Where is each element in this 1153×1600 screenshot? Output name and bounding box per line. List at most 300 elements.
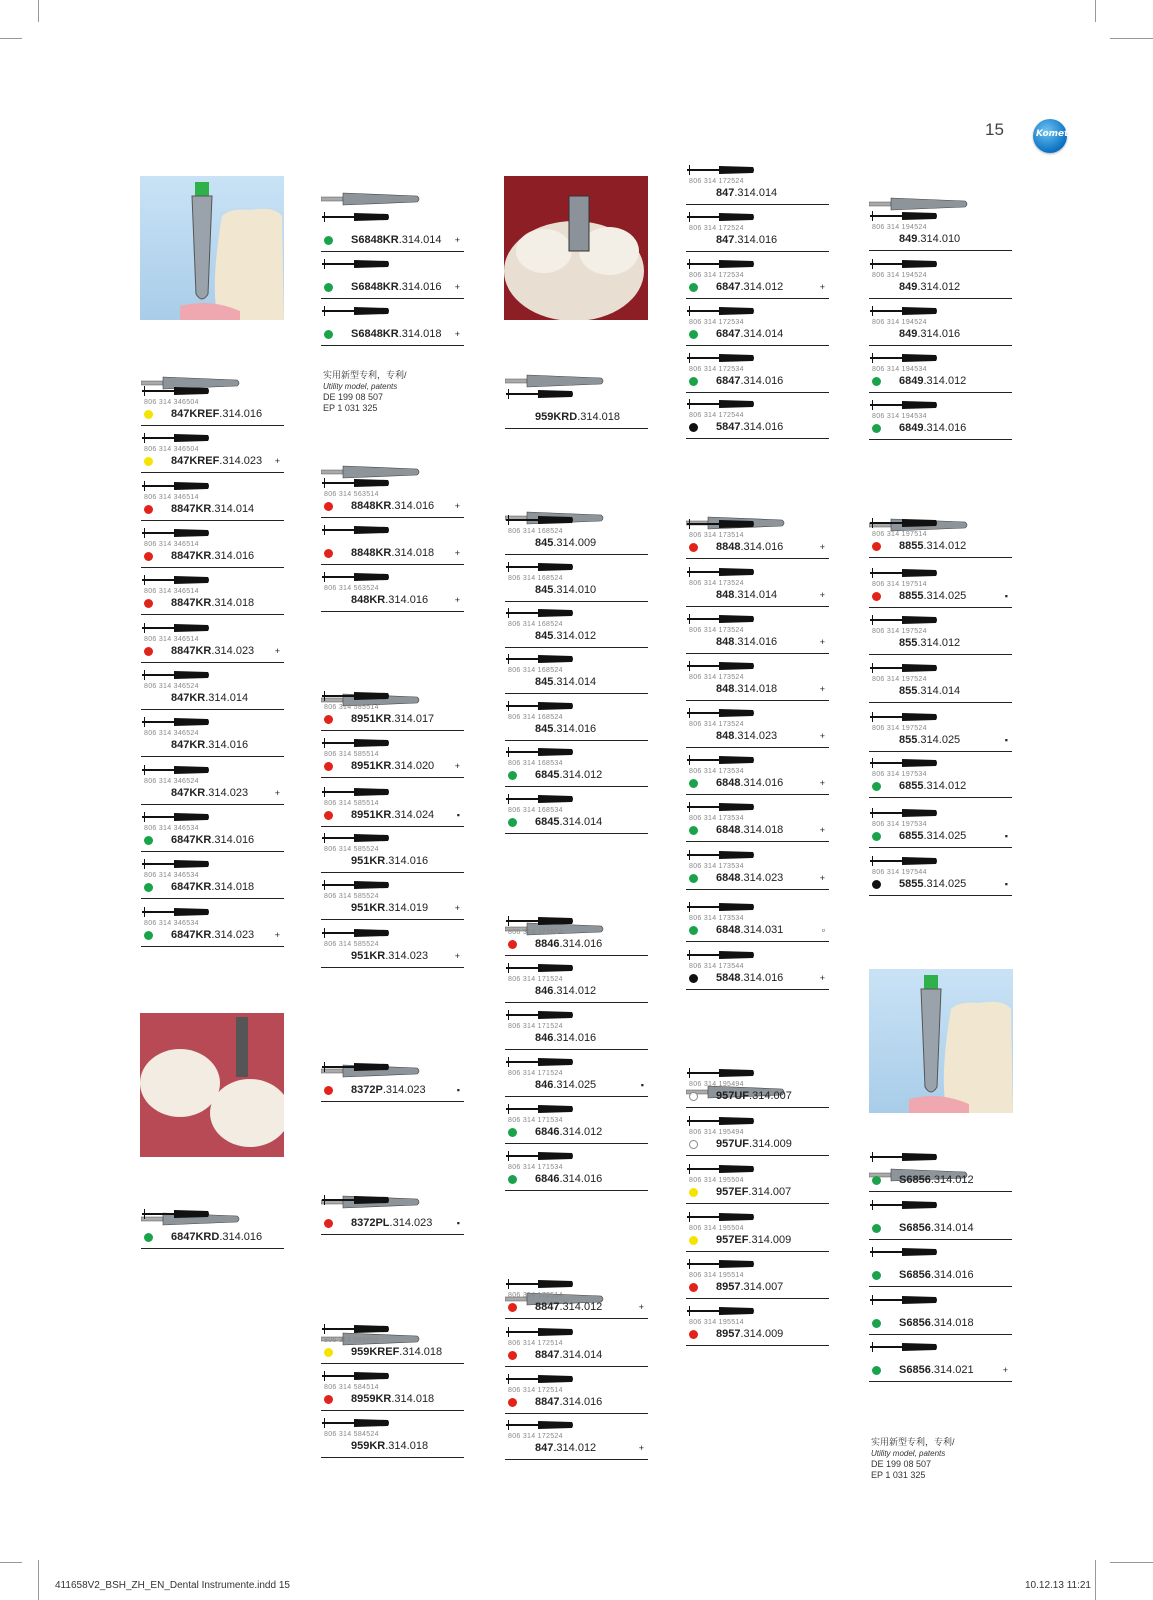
- article-number: 6847KR.314.018: [171, 881, 255, 893]
- article-number: 6849.314.012: [899, 375, 967, 387]
- grit-dot: [144, 599, 153, 608]
- bur-icon: [142, 1207, 210, 1219]
- article-number: 847.314.012: [535, 1442, 597, 1454]
- product-entry: [869, 351, 1012, 397]
- product-entry: [505, 1418, 648, 1464]
- patent-note: 实用新型专利，专利/ Utility model, patents DE 199 08 507 EP 1 031 325: [323, 370, 407, 413]
- divider: [686, 558, 829, 559]
- order-code: 806 314 172534: [689, 319, 744, 326]
- order-code: 806 314 172524: [689, 178, 744, 185]
- page-number: 15: [985, 120, 1004, 139]
- bur-icon: [870, 710, 938, 722]
- divider: [686, 747, 829, 748]
- product-entry: [869, 661, 1012, 707]
- product-entry: [141, 905, 284, 951]
- divider: [505, 1143, 648, 1144]
- article-number: 847.314.014: [716, 187, 778, 199]
- bur-icon: [870, 1245, 938, 1257]
- order-code: 806 314 171524: [508, 1023, 563, 1030]
- article-number: 959KR.314.018: [351, 1440, 429, 1452]
- bur-icon: [506, 1372, 574, 1384]
- product-entry: [686, 163, 829, 209]
- article-number: 6847KRD.314.016: [171, 1231, 263, 1243]
- product-entry: [141, 810, 284, 856]
- order-code: 806 314 168534: [508, 760, 563, 767]
- divider: [869, 654, 1012, 655]
- divider: [686, 1107, 829, 1108]
- divider: [869, 1334, 1012, 1335]
- article-number: S6856.314.016: [899, 1269, 974, 1281]
- bur-icon: [687, 706, 755, 718]
- product-entry: [869, 566, 1012, 612]
- order-code: 806 314 346524: [144, 683, 199, 690]
- order-code: 806 314 173514: [689, 532, 744, 539]
- availability-mark: ▪: [456, 1218, 460, 1228]
- order-code: 806 314 346514: [144, 541, 199, 548]
- divider: [321, 517, 464, 518]
- article-number: 849.314.010: [899, 233, 961, 245]
- order-code: 806 314 173534: [689, 915, 744, 922]
- order-code: 806 314 346524: [144, 778, 199, 785]
- grit-dot: [872, 1224, 881, 1233]
- article-number: S6848KR.314.014: [351, 234, 442, 246]
- bur-icon: [687, 848, 755, 860]
- product-entry: [141, 1207, 284, 1253]
- grit-dot: [872, 1176, 881, 1185]
- bur-icon: [322, 831, 390, 843]
- bur-icon: [506, 513, 574, 525]
- bur-icon: [322, 1416, 390, 1428]
- divider: [869, 1286, 1012, 1287]
- grit-dot: [689, 543, 698, 552]
- order-code: 806 314 172514: [508, 1340, 563, 1347]
- article-number: 845.314.010: [535, 584, 597, 596]
- product-entry: [686, 397, 829, 443]
- divider: [686, 204, 829, 205]
- article-number: S6856.314.021: [899, 1364, 974, 1376]
- grit-dot: [324, 1348, 333, 1357]
- article-number: 6848.314.031: [716, 924, 784, 936]
- availability-mark: +: [454, 548, 460, 558]
- divider: [141, 662, 284, 663]
- order-code: 806 314 173524: [689, 627, 744, 634]
- product-entry: [686, 848, 829, 894]
- product-entry: [686, 1066, 829, 1112]
- article-number: 959KREF.314.018: [351, 1346, 443, 1358]
- divider: [505, 554, 648, 555]
- product-entry: [505, 792, 648, 838]
- bur-icon: [870, 1198, 938, 1210]
- article-number: 6848.314.023: [716, 872, 784, 884]
- grit-dot: [508, 1175, 517, 1184]
- divider: [869, 1239, 1012, 1240]
- grit-dot: [508, 1398, 517, 1407]
- availability-mark: +: [819, 825, 825, 835]
- divider: [321, 777, 464, 778]
- bur-icon: [870, 613, 938, 625]
- product-entry: [869, 1198, 1012, 1244]
- divider: [686, 941, 829, 942]
- grit-dot: [689, 874, 698, 883]
- article-number: 5848.314.016: [716, 972, 784, 984]
- product-entry: [686, 565, 829, 611]
- order-code: 806 314 195514: [689, 1319, 744, 1326]
- order-code: 806 314 194524: [872, 224, 927, 231]
- bur-icon: [506, 652, 574, 664]
- order-code: 806 314 168524: [508, 575, 563, 582]
- divider: [321, 345, 464, 346]
- divider: [686, 606, 829, 607]
- divider: [505, 1096, 648, 1097]
- product-entry: [686, 800, 829, 846]
- order-code: 806 314 195514: [689, 1272, 744, 1279]
- availability-mark: +: [819, 590, 825, 600]
- bur-icon: [687, 1304, 755, 1316]
- grit-dot: [144, 647, 153, 656]
- article-number: 8847KR.314.018: [171, 597, 255, 609]
- availability-mark: ▪: [1004, 879, 1008, 889]
- order-code: 806 314 346524: [144, 730, 199, 737]
- product-entry: [505, 745, 648, 791]
- bur-icon: [322, 570, 390, 582]
- divider: [869, 1381, 1012, 1382]
- order-code: 806 314 346534: [144, 872, 199, 879]
- grit-dot: [872, 1271, 881, 1280]
- product-entry: [869, 613, 1012, 659]
- order-code: 806 314 346504: [144, 399, 199, 406]
- product-entry: [505, 914, 648, 960]
- availability-mark: +: [819, 542, 825, 552]
- grit-dot: [324, 715, 333, 724]
- divider: [686, 1345, 829, 1346]
- product-entry: [869, 257, 1012, 303]
- availability-mark: ▪: [640, 1080, 644, 1090]
- grit-dot: [324, 283, 333, 292]
- order-code: 806 314 197514: [872, 581, 927, 588]
- divider: [141, 709, 284, 710]
- bur-icon: [870, 1150, 938, 1162]
- order-code: 806 314 171524: [508, 1070, 563, 1077]
- divider: [869, 439, 1012, 440]
- bur-icon: [506, 792, 574, 804]
- divider: [321, 298, 464, 299]
- article-number: 847.314.016: [716, 234, 778, 246]
- product-entry: [141, 573, 284, 619]
- order-code: 806 314 563524: [324, 585, 379, 592]
- divider: [505, 740, 648, 741]
- product-entry: [869, 1245, 1012, 1291]
- divider: [141, 425, 284, 426]
- order-code: 806 314 173524: [689, 674, 744, 681]
- article-number: 6855.314.012: [899, 780, 967, 792]
- order-code: 806 314 197514: [872, 531, 927, 538]
- article-number: 8847.314.016: [535, 1396, 603, 1408]
- grit-dot: [324, 549, 333, 558]
- bur-icon: [687, 1257, 755, 1269]
- article-number: 855.314.014: [899, 685, 961, 697]
- product-entry: [321, 831, 464, 877]
- bur-icon: [506, 1102, 574, 1114]
- bur-icon: [870, 661, 938, 673]
- order-code: 806 314 168524: [508, 667, 563, 674]
- bur-icon: [687, 163, 755, 175]
- article-number: 8959KR.314.018: [351, 1393, 435, 1405]
- article-number: 957UF.314.007: [716, 1090, 792, 1102]
- article-number: 848.314.016: [716, 636, 778, 648]
- order-code: 806 314 195494: [689, 1129, 744, 1136]
- bur-icon: [870, 398, 938, 410]
- article-number: 846.314.025: [535, 1079, 597, 1091]
- product-entry: [321, 304, 464, 350]
- grit-dot: [689, 1140, 698, 1149]
- article-number: 8372P.314.023: [351, 1084, 426, 1096]
- order-code: 806 314 346514: [144, 636, 199, 643]
- bur-icon: [142, 905, 210, 917]
- order-code: 806 314 172524: [689, 225, 744, 232]
- grit-dot: [508, 940, 517, 949]
- availability-mark: +: [454, 761, 460, 771]
- grit-dot: [324, 1086, 333, 1095]
- product-entry: [505, 560, 648, 606]
- product-entry: [321, 476, 464, 522]
- divider: [321, 1234, 464, 1235]
- divider: [505, 647, 648, 648]
- product-entry: [869, 398, 1012, 444]
- availability-mark: ▪: [1004, 591, 1008, 601]
- order-code: 806 314 173534: [689, 815, 744, 822]
- order-code: 806 314 195504: [689, 1225, 744, 1232]
- product-entry: [869, 1340, 1012, 1386]
- article-number: 6845.314.014: [535, 816, 603, 828]
- bur-icon: [506, 1149, 574, 1161]
- product-entry: [321, 878, 464, 924]
- bur-icon: [142, 857, 210, 869]
- order-code: 806 314 168524: [508, 714, 563, 721]
- order-code: 806 314 171514: [508, 929, 563, 936]
- article-number: 8847KR.314.016: [171, 550, 255, 562]
- divider: [686, 794, 829, 795]
- availability-mark: +: [819, 282, 825, 292]
- bur-icon: [322, 304, 390, 316]
- bur-icon: [687, 351, 755, 363]
- divider: [869, 557, 1012, 558]
- grit-dot: [689, 1283, 698, 1292]
- divider: [321, 611, 464, 612]
- availability-mark: +: [638, 1302, 644, 1312]
- divider: [686, 438, 829, 439]
- bur-icon: [142, 621, 210, 633]
- product-entry: [321, 736, 464, 782]
- product-entry: [321, 1416, 464, 1462]
- availability-mark: +: [1002, 1365, 1008, 1375]
- grit-dot: [324, 502, 333, 511]
- article-number: S6856.314.012: [899, 1174, 974, 1186]
- article-number: 845.314.016: [535, 723, 597, 735]
- bur-icon: [687, 1066, 755, 1078]
- divider: [869, 345, 1012, 346]
- product-entry: [686, 948, 829, 994]
- availability-mark: +: [454, 951, 460, 961]
- product-entry: [321, 570, 464, 616]
- article-number: 951KR.314.016: [351, 855, 429, 867]
- divider: [321, 872, 464, 873]
- article-number: 847KREF.314.016: [171, 408, 263, 420]
- grit-dot: [324, 236, 333, 245]
- bur-icon: [322, 1193, 390, 1205]
- order-code: 806 314 584504: [324, 1337, 379, 1344]
- divider: [505, 1318, 648, 1319]
- divider: [686, 392, 829, 393]
- order-code: 806 314 585514: [324, 800, 379, 807]
- product-entry: [141, 668, 284, 714]
- order-code: 806 314 173524: [689, 721, 744, 728]
- article-number: 6848.314.018: [716, 824, 784, 836]
- bur-icon: [687, 210, 755, 222]
- bur-icon: [687, 948, 755, 960]
- order-code: 806 314 194534: [872, 413, 927, 420]
- divider: [686, 841, 829, 842]
- grit-dot: [144, 457, 153, 466]
- grit-dot: [689, 926, 698, 935]
- product-entry: [869, 1150, 1012, 1196]
- divider: [869, 847, 1012, 848]
- bur-icon: [322, 210, 390, 222]
- divider: [869, 751, 1012, 752]
- article-number: 6847.314.012: [716, 281, 784, 293]
- divider: [505, 1190, 648, 1191]
- order-code: 806 314 346504: [144, 446, 199, 453]
- grit-dot: [144, 836, 153, 845]
- divider: [505, 601, 648, 602]
- divider: [869, 392, 1012, 393]
- bur-icon: [870, 516, 938, 528]
- grit-dot: [324, 1219, 333, 1228]
- grit-dot: [872, 782, 881, 791]
- availability-mark: +: [454, 903, 460, 913]
- divider: [505, 1459, 648, 1460]
- bur-icon: [322, 689, 390, 701]
- bur-icon: [870, 806, 938, 818]
- order-code: 806 314 172534: [689, 272, 744, 279]
- divider: [686, 345, 829, 346]
- order-code: 806 314 197524: [872, 676, 927, 683]
- availability-mark: +: [274, 930, 280, 940]
- product-entry: [141, 479, 284, 525]
- article-number: 951KR.314.019: [351, 902, 429, 914]
- article-number: 8847KR.314.023: [171, 645, 255, 657]
- availability-mark: +: [819, 973, 825, 983]
- footer-file: 411658V2_BSH_ZH_EN_Dental Instrumente.indd 15: [55, 1580, 290, 1591]
- product-entry: [686, 257, 829, 303]
- grit-dot: [508, 771, 517, 780]
- divider: [869, 607, 1012, 608]
- divider: [686, 989, 829, 990]
- order-code: 806 314 585524: [324, 846, 379, 853]
- product-entry: [505, 961, 648, 1007]
- article-number: 957EF.314.009: [716, 1234, 792, 1246]
- product-entry: [686, 900, 829, 946]
- availability-mark: ▫: [821, 925, 825, 935]
- bur-icon: [506, 560, 574, 572]
- product-entry: [869, 756, 1012, 802]
- order-code: 806 314 197524: [872, 725, 927, 732]
- bur-icon: [322, 523, 390, 535]
- bur-icon: [322, 1060, 390, 1072]
- article-number: 8847KR.314.014: [171, 503, 255, 515]
- order-code: 806 314 172524: [508, 1433, 563, 1440]
- bur-icon: [687, 517, 755, 529]
- article-number: 8951KR.314.017: [351, 713, 435, 725]
- grit-dot: [872, 1366, 881, 1375]
- availability-mark: +: [819, 731, 825, 741]
- order-code: 806 314 173544: [689, 963, 744, 970]
- article-number: 6849.314.016: [899, 422, 967, 434]
- order-code: 806 314 173534: [689, 863, 744, 870]
- product-entry: [869, 516, 1012, 562]
- product-entry: [141, 857, 284, 903]
- divider: [321, 967, 464, 968]
- product-entry: [321, 785, 464, 831]
- divider: [321, 564, 464, 565]
- article-number: 6847.314.016: [716, 375, 784, 387]
- article-number: 6855.314.025: [899, 830, 967, 842]
- grit-dot: [689, 283, 698, 292]
- product-entry: [686, 1210, 829, 1256]
- order-code: 806 314 168534: [508, 807, 563, 814]
- divider: [686, 1251, 829, 1252]
- order-code: 806 314 346534: [144, 825, 199, 832]
- article-number: 849.314.012: [899, 281, 961, 293]
- product-entry: [141, 715, 284, 761]
- article-number: 6848.314.016: [716, 777, 784, 789]
- grit-dot: [144, 883, 153, 892]
- bur-icon: [687, 659, 755, 671]
- product-entry: [505, 606, 648, 652]
- divider: [141, 472, 284, 473]
- grit-dot: [689, 1092, 698, 1101]
- bur-icon: [322, 257, 390, 269]
- article-number: 849.314.016: [899, 328, 961, 340]
- product-entry: [869, 304, 1012, 350]
- order-code: 806 314 346514: [144, 588, 199, 595]
- divider: [321, 1363, 464, 1364]
- divider: [321, 251, 464, 252]
- photo-bur-tooth-3: [140, 1013, 284, 1157]
- divider: [505, 1049, 648, 1050]
- divider: [141, 756, 284, 757]
- grit-dot: [144, 410, 153, 419]
- order-code: 806 314 197544: [872, 869, 927, 876]
- grit-dot: [872, 592, 881, 601]
- bur-icon: [506, 961, 574, 973]
- order-code: 806 314 585514: [324, 751, 379, 758]
- photo-bur-tooth-4: [869, 969, 1013, 1113]
- bur-icon: [142, 479, 210, 491]
- article-number: 848.314.014: [716, 589, 778, 601]
- grit-dot: [689, 1188, 698, 1197]
- order-code: 806 314 172514: [508, 1292, 563, 1299]
- divider: [141, 898, 284, 899]
- order-code: 806 314 585524: [324, 893, 379, 900]
- product-entry: [505, 1372, 648, 1418]
- product-entry: [686, 612, 829, 658]
- product-entry: [686, 304, 829, 350]
- bur-icon: [870, 1293, 938, 1305]
- divider: [321, 1410, 464, 1411]
- bur-icon: [506, 1277, 574, 1289]
- bur-icon: [687, 900, 755, 912]
- product-entry: [321, 689, 464, 735]
